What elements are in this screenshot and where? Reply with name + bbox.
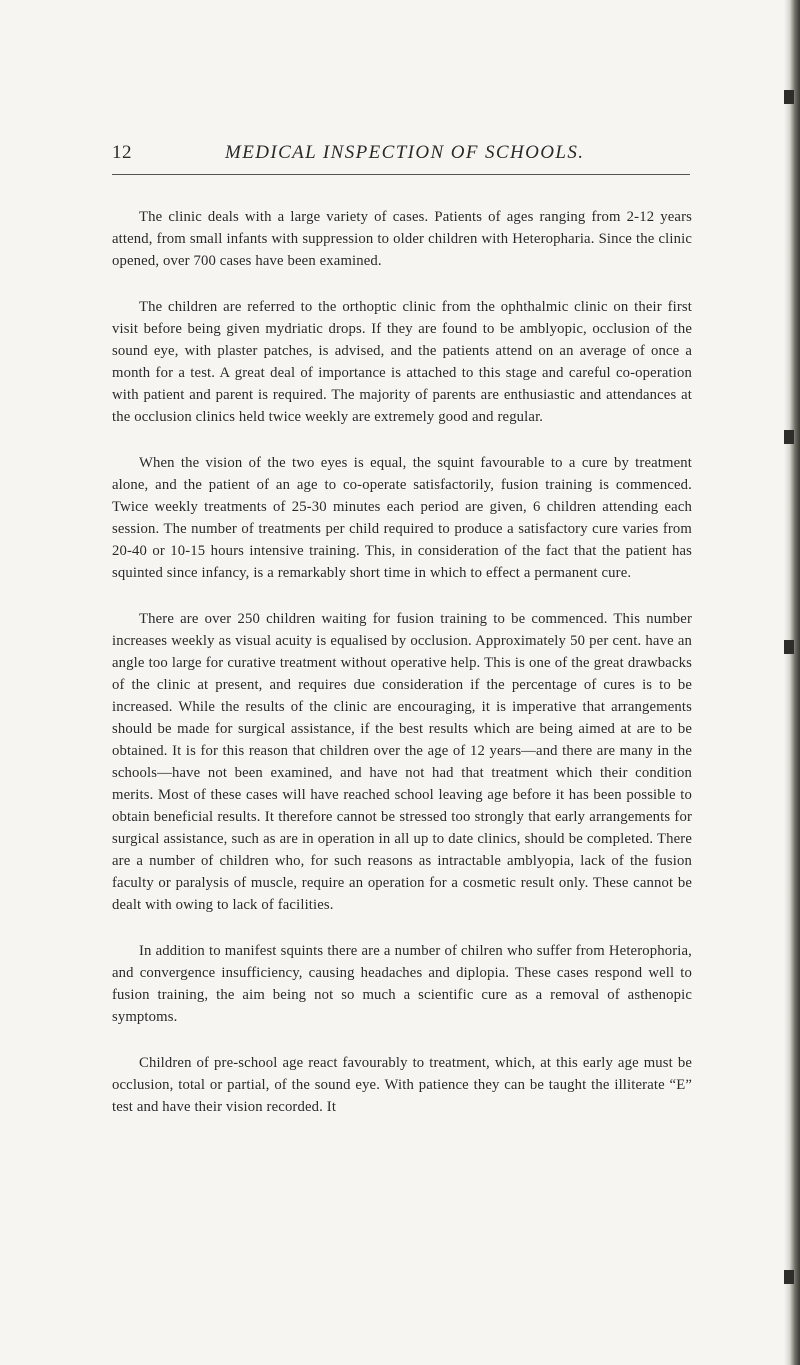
paragraph-waiting-list: There are over 250 children waiting for fusion training to be commenced. This number increases weekly as visual acuity is equalised by occlusion. Approximately 50 per cent. have an angle too large for curative treatment without operative help. This is one of the great drawbacks of the clinic at present, and requires due consideration if the percentage of cures is to be increased. While the results of the clinic are encouraging, it is imperative that arrangements should be made for surgical assistance, if the best results which are being aimed at are to be obtained. It is for this reason that children over the age of 12 years—and there are many in the schools—have not been examined, and have not had that treatment which their condition merits. Most of these cases will have reached school leaving age before it has been possible to obtain beneficial results. It therefore cannot be stressed too strongly that early arrangements for surgical assistance, such as are in operation in all up to date clinics, should be completed. There are a number of children who, for such reasons as intractable amblyopia, lack of the fusion faculty or paralysis of muscle, require an operation for a cosmetic result only. These cannot be dealt with owing to lack of facilities. bbox=[112, 611, 692, 913]
page-header bbox=[112, 140, 690, 175]
page-number: 12 bbox=[112, 142, 132, 163]
paragraph-referral-occlusion: The children are referred to the orthoptic clinic from the ophthalmic clinic on their first visit before being given mydriatic drops. If they are found to be amblyopic, occlusion of the sound eye, with plaster patches, is advised, and the patients attend on an average of once a month for a test. A great deal of importance is attached to this stage and careful co-operation with patient and parent is required. The majority of parents are enthusiastic and attendances at the occlusion clinics held twice weekly are extremely good and regular. bbox=[112, 299, 692, 425]
edge-mark bbox=[784, 90, 794, 104]
paragraph-clinic-cases: The clinic deals with a large variety of cases. Patients of ages ranging from 2-12 years attend, from small infants with suppression to older children with Heteropharia. Since the clinic opened, over 700 cases have been examined. bbox=[112, 209, 692, 269]
edge-mark bbox=[784, 1270, 794, 1284]
running-title: MEDICAL INSPECTION OF SCHOOLS. bbox=[225, 142, 585, 163]
paragraph-pre-school: Children of pre-school age react favourably to treatment, which, at this early age must be occlusion, total or partial, of the sound eye. With patience they can be taught the illiterate “E” test and have their vision recorded. It bbox=[112, 1055, 692, 1115]
body-text bbox=[112, 206, 692, 1142]
edge-mark bbox=[784, 640, 794, 654]
edge-mark bbox=[784, 430, 794, 444]
paragraph-fusion-training: When the vision of the two eyes is equal, the squint favourable to a cure by treatment alone, and the patient of an age to co-operate satisfactorily, fusion training is commenced. Twice weekly treatments of 25-30 minutes each period are given, 6 children attending each session. The number of treatments per child required to produce a satisfactory cure varies from 20-40 or 10-15 hours intensive training. This, in consideration of the fact that the patient has squinted since infancy, is a remarkably short time in which to effect a permanent cure. bbox=[112, 455, 692, 581]
page-edge-shadow bbox=[784, 0, 800, 1365]
paragraph-heterophoria: In addition to manifest squints there are a number of chilren who suffer from Heterophoria, and convergence insufficiency, causing headaches and diplopia. These cases respond well to fusion training, the aim being not so much a scientific cure as a removal of asthenopic symptoms. bbox=[112, 943, 692, 1025]
